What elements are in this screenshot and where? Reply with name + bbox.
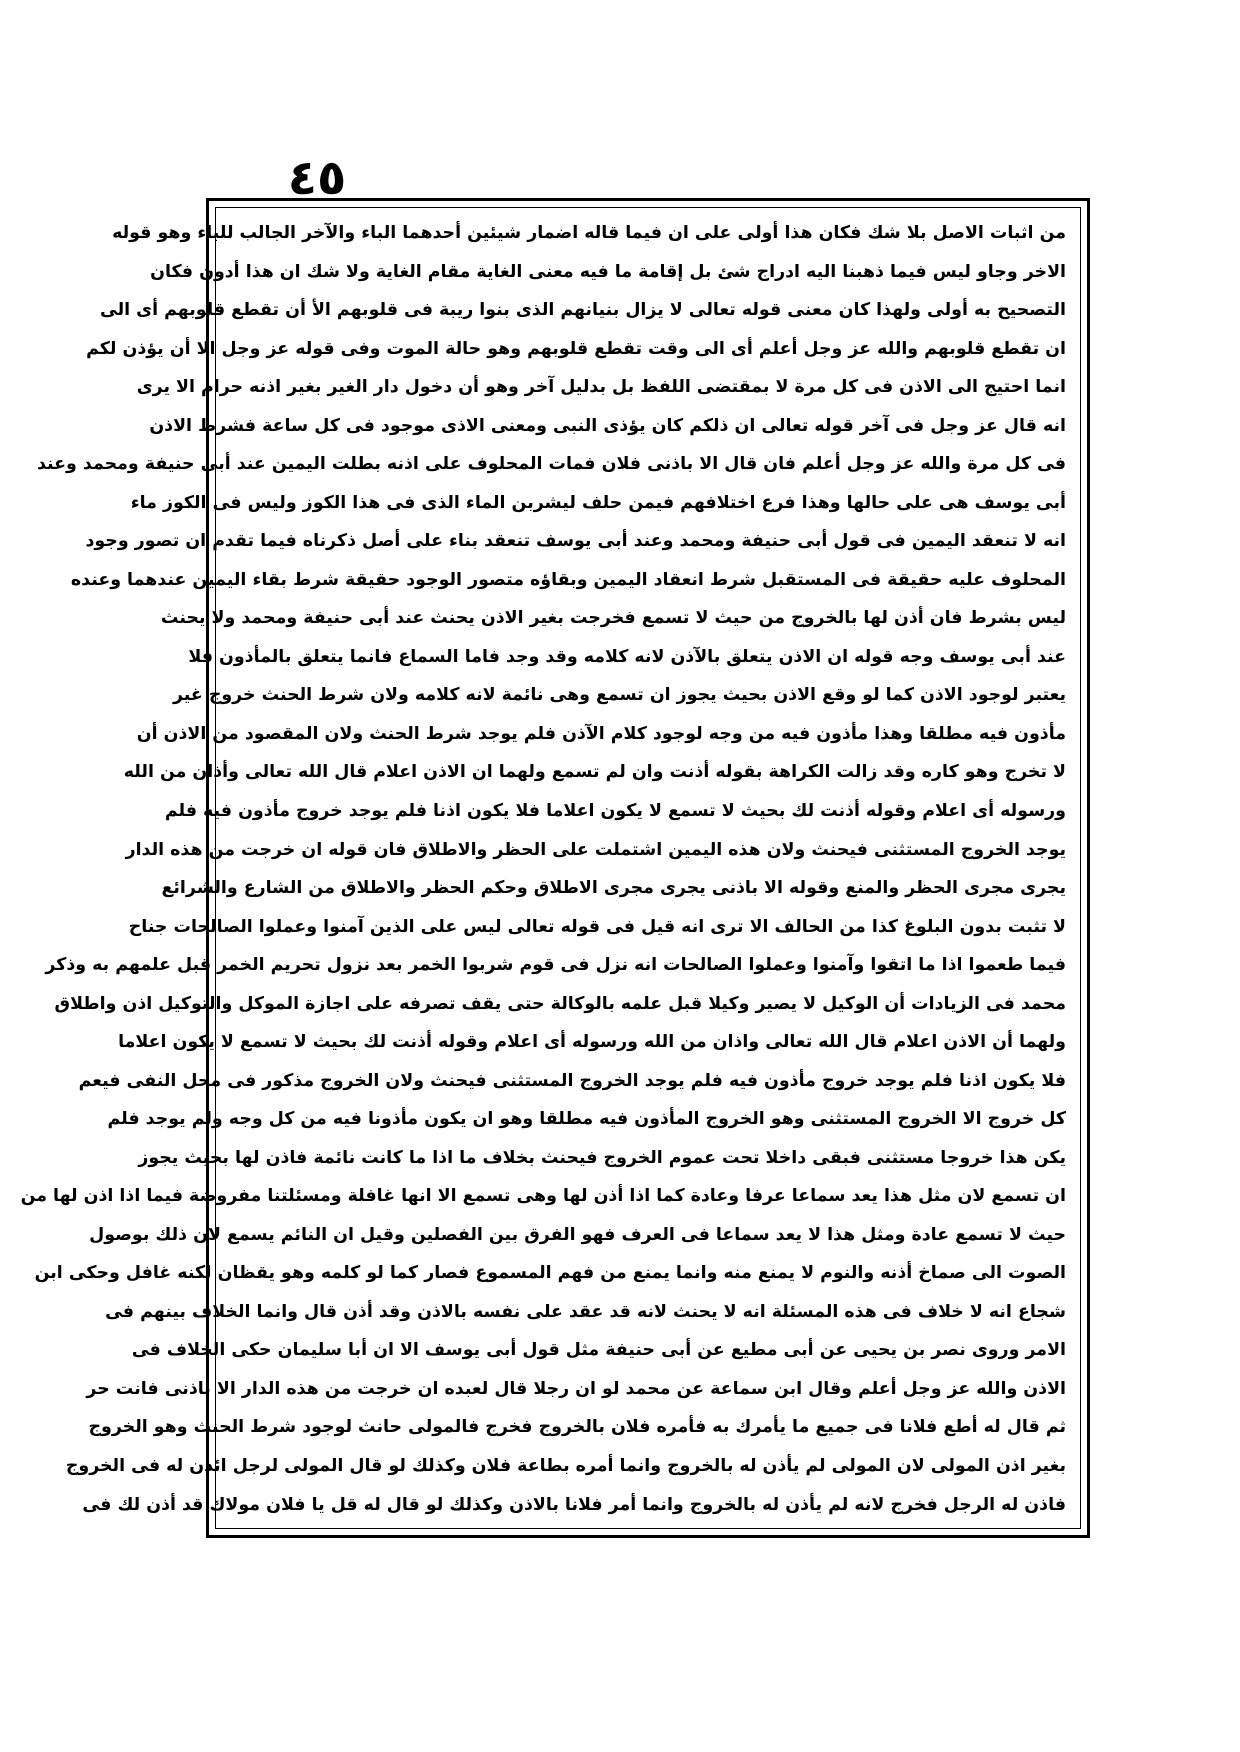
text-line: الامر وروى نصر بن يحيى عن أبى مطيع عن أبى حنيفة مثل قول أبى يوسف الا ان أبا سليمان حكى الخلاف فى [131,1340,1066,1361]
text-line: ورسوله أى اعلام وقوله أذنت لك بحيث لا تسمع لا يكون اعلاما فلا يكون اذنا فلم يوجد خروج مأذون فيه فلم [164,800,1066,821]
text-line: فى كل مرة والله عز وجل أعلم فان قال الا باذنى فلان فمات المحلوف على اذنه بطلت اليمين عند أبى حنيفة ومحمد وعند [37,454,1066,475]
text-line: يجرى مجرى الحظر والمنع وقوله الا باذنى يجرى مجرى الاطلاق وحكم الحظر والاطلاق من الشارع والشرائع [161,878,1066,899]
text-line: الاذن والله عز وجل أعلم وقال ابن سماعة عن محمد لو ان رجلا قال لعبده ان خرجت من هذه الدار الا باذنى فانت حر [86,1378,1066,1399]
text-line: ولهما أن الاذن اعلام قال الله تعالى واذان من الله ورسوله أى اعلام وقوله أذنت لك بحيث لا تسمع لا يكون اعلاما [118,1032,1066,1053]
text-line: انما احتيج الى الاذن فى كل مرة لا بمقتضى اللفظ بل بدليل آخر وهو أن دخول دار الغير بغير اذنه حرام الا يرى [136,377,1066,398]
text-line: يوجد الخروج المستثنى فيحنث ولان هذه اليمين اشتملت على الحظر والاطلاق فان قوله ان خرجت من هذه الدار [125,839,1066,860]
page-border-outer [20,198,1090,1538]
text-line: التصحيح به أولى ولهذا كان معنى قوله تعالى لا يزال بنيانهم الذى بنوا ريبة فى قلوبهم الأ أن تقطع قلوبهم أى الى [100,300,1066,321]
text-line: أبى يوسف هى على حالها وهذا فرع اختلافهم فيمن حلف ليشربن الماء الذى فى هذا الكوز وليس فى الكوز ماء [130,492,1066,513]
text-line: الاخر وجاو ليس فيما ذهبنا اليه ادراج شئ بل إقامة ما فيه معنى الغاية مقام الغاية ولا شك ان هذا أدون فكان [150,261,1066,282]
text-line: محمد فى الزيادات أن الوكيل لا يصير وكيلا قبل علمه بالوكالة حتى يقف تصرفه على اجازة الموكل والتوكيل اذن واطلاق [54,993,1066,1014]
page-border-inner [20,207,1081,1529]
text-line: شجاع انه لا خلاف فى هذه المسئلة انه لا يحنث لانه قد عقد على نفسه بالاذن وقد أذن قال وانما الخلاف بينهم فى [105,1301,1066,1322]
text-line: كل خروج الا الخروج المستثنى وهو الخروج المأذون فيه مطلقا وهو ان يكون مأذونا فيه من كل وجه ولم يوجد فلم [107,1109,1066,1130]
text-line: فيما طعموا اذا ما اتقوا وآمنوا وعملوا الصالحات انه نزل فى قوم شربوا الخمر بعد نزول تحريم الخمر قبل علمهم به وذكر [45,955,1066,976]
text-line: المحلوف عليه حقيقة فى المستقبل شرط انعقاد اليمين وبقاؤه متصور الوجود حقيقة شرط بقاء اليمين عندهما وعنده [70,569,1066,590]
page-number: ٤٥ [287,150,347,206]
text-line: ثم قال له أطع فلانا فى جميع ما يأمرك به فأمره فلان بالخروج فخرج فالمولى حانث لوجود شرط الحنث وهو الخروج [88,1417,1066,1438]
text-line: لا تخرج وهو كاره وقد زالت الكراهة بقوله أذنت وان لم تسمع ولهما ان الاذن اعلام قال الله تعالى وأذان من الله [123,762,1066,783]
text-line: فاذن له الرجل فخرج لانه لم يأذن له بالخروج وانما أمر فلانا بالاذن وكذلك لو قال له قل يا فلان مولاك قد أذن لك فى [82,1494,1066,1515]
text-line: عند أبى يوسف وجه قوله ان الاذن يتعلق بالآذن لانه كلامه وقد وجد فاما السماع فانما يتعلق بالمأذون فلا [188,646,1066,667]
text-line: حيث لا تسمع عادة ومثل هذا لا يعد سماعا فى العرف فهو الفرق بين الفصلين وقيل ان النائم يسمع لان ذلك بوصول [89,1224,1066,1245]
text-line: ان تسمع لان مثل هذا يعد سماعا عرفا وعادة كما اذا أذن لها وهى تسمع الا انها غافلة ومسئلتنا مفروضة فيما اذا اذن لها من [20,1186,1066,1207]
text-body [20,208,1066,1528]
text-line: الصوت الى صماخ أذنه والنوم لا يمنع منه وانما يمنع من فهم المسموع فصار كما لو كلمه وهو يقظان لكنه غافل وحكى ابن [34,1263,1066,1284]
text-line: يكن هذا خروجا مستثنى فبقى داخلا تحت عموم الخروج فيحنث بخلاف ما اذا ما كانت نائمة فاذن لها بحيث يجوز [138,1147,1066,1168]
text-line: ليس بشرط فان أذن لها بالخروج من حيث لا تسمع فخرجت بغير الاذن يحنث عند أبى حنيفة ومحمد ولا يحنث [160,608,1066,629]
text-line: ان تقطع قلوبهم والله عز وجل أعلم أى الى وقت تقطع قلوبهم وهو حالة الموت وفى قوله عز وجل الا أن يؤذن لكم [86,338,1066,359]
text-line: مأذون فيه مطلقا وهذا مأذون فيه من وجه لوجود كلام الآذن فلم يوجد شرط الحنث ولان المقصود من الاذن أن [136,723,1066,744]
text-line: يعتبر لوجود الاذن كما لو وقع الاذن بحيث يجوز ان تسمع وهى نائمة لانه كلامه ولان شرط الحنث خروج غير [172,685,1066,706]
text-line: لا تثبت بدون البلوغ كذا من الحالف الا ترى انه قيل فى قوله تعالى ليس على الذين آمنوا وعملوا الصالحات جناح [128,916,1066,937]
text-line: فلا يكون اذنا فلم يوجد خروج مأذون فيه فلم يوجد الخروج المستثنى فيحنث ولان الخروج مذكور فى محل النفى فيعم [78,1070,1066,1091]
text-line: انه لا تنعقد اليمين فى قول أبى حنيفة ومحمد وعند أبى يوسف تنعقد بناء على أصل ذكرناه فيما تقدم ان تصور وجود [85,531,1066,552]
text-line: بغير اذن المولى لان المولى لم يأذن له بالخروج وانما أمره بطاعة فلان وكذلك لو قال المولى لرجل ائذن له فى الخروج [65,1456,1066,1476]
text-line: من اثبات الاصل بلا شك فكان هذا أولى على ان فيما قاله اضمار شيئين أحدهما الباء والآخر الجالب للباء وهو قوله [112,223,1066,243]
text-line: انه قال عز وجل فى آخر قوله تعالى ان ذلكم كان يؤذى النبى ومعنى الاذى موجود فى كل ساعة فشرط الاذن [149,415,1066,436]
